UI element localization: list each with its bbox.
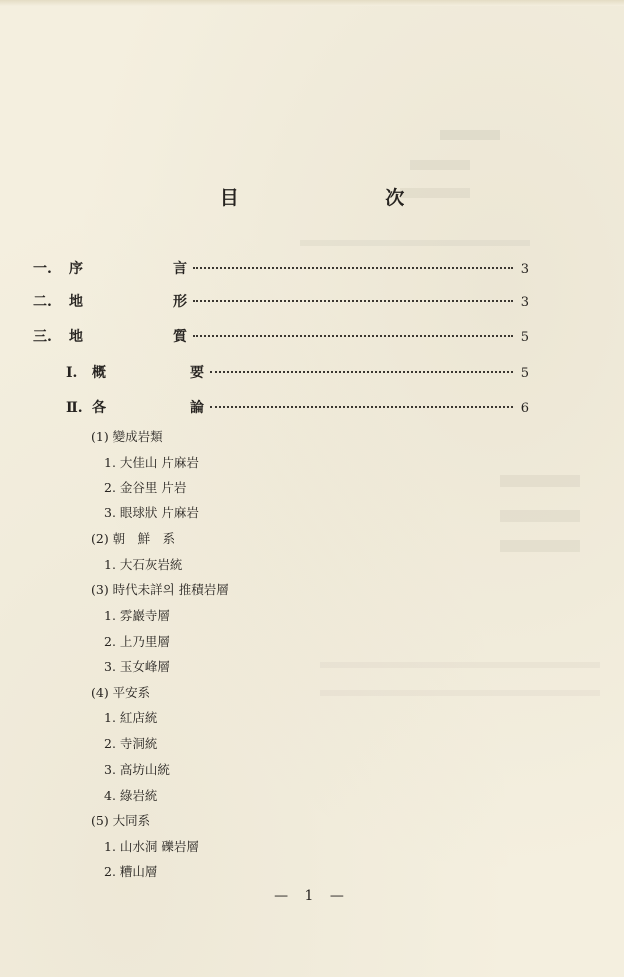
toc-page-number: 5 — [520, 366, 529, 381]
toc-subitem[interactable]: 2. 糟山層 — [104, 864, 158, 879]
toc-subitem[interactable]: 1. 紅店統 — [104, 710, 158, 725]
toc-label-part: 言 — [173, 261, 187, 277]
dot-leader — [210, 371, 513, 373]
dot-leader — [193, 267, 513, 269]
toc-page-number: 6 — [520, 401, 529, 416]
dot-leader — [210, 406, 513, 408]
page-number-footer: — 1 — — [274, 888, 350, 904]
toc-subitem[interactable]: 1. 山水洞 礫岩層 — [104, 839, 199, 854]
toc-entry-preface[interactable] — [33, 258, 529, 278]
toc-subitem[interactable]: 1. 大石灰岩統 — [104, 557, 183, 572]
page-title: 目 次 — [219, 187, 475, 209]
dot-leader — [193, 335, 513, 337]
toc-label-part: 地 — [69, 329, 83, 345]
toc-number: 二. — [33, 294, 52, 310]
toc-entry-topography[interactable] — [33, 291, 529, 311]
toc-page-number: 3 — [520, 295, 529, 310]
toc-page-number: 3 — [520, 262, 529, 277]
toc-subitem[interactable]: 4. 綠岩統 — [104, 788, 158, 803]
toc-page-number: 5 — [520, 330, 529, 345]
bleed-through — [500, 510, 580, 522]
toc-label-part: 論 — [190, 400, 204, 416]
toc-label-part: 要 — [190, 365, 204, 381]
toc-number: Ⅱ. — [66, 400, 83, 416]
toc-subsection[interactable]: (1) 變成岩類 — [91, 429, 163, 444]
toc-subitem[interactable]: 2. 上乃里層 — [104, 634, 170, 649]
bleed-through — [440, 130, 500, 140]
page-edge — [0, 0, 624, 6]
toc-label-part: 質 — [173, 329, 187, 345]
toc-entry-outline[interactable] — [66, 362, 529, 382]
toc-label-part: 概 — [92, 365, 106, 381]
toc-number: 三. — [33, 329, 52, 345]
toc-label-part: 序 — [69, 261, 83, 277]
bleed-through — [500, 540, 580, 552]
toc-number: Ⅰ. — [66, 365, 78, 381]
toc-subitem[interactable]: 3. 高坊山統 — [104, 762, 170, 777]
toc-subitem[interactable]: 1. 雰巖寺層 — [104, 608, 170, 623]
bleed-through — [320, 662, 600, 668]
bleed-through — [500, 475, 580, 487]
toc-subsection[interactable]: (3) 時代未詳의 推積岩層 — [91, 582, 229, 597]
toc-subsection[interactable]: (2) 朝 鮮 系 — [91, 531, 176, 546]
bleed-through — [300, 240, 530, 246]
toc-label-part: 地 — [69, 294, 83, 310]
toc-subsection[interactable]: (5) 大同系 — [91, 813, 151, 828]
toc-entry-geology[interactable] — [33, 326, 529, 346]
toc-label-part: 形 — [173, 294, 187, 310]
toc-number: 一. — [33, 261, 52, 277]
bleed-through — [410, 160, 470, 170]
toc-label-part: 各 — [92, 400, 106, 416]
toc-subitem[interactable]: 2. 金谷里 片岩 — [104, 480, 187, 495]
toc-subsection[interactable]: (4) 平安系 — [91, 685, 151, 700]
toc-subitem[interactable]: 3. 玉女峰層 — [104, 659, 170, 674]
toc-entry-details[interactable] — [66, 397, 529, 417]
toc-subitem[interactable]: 3. 眼球狀 片麻岩 — [104, 505, 199, 520]
toc-subitem[interactable]: 2. 寺洞統 — [104, 736, 158, 751]
bleed-through — [320, 690, 600, 696]
toc-subitem[interactable]: 1. 大佳山 片麻岩 — [104, 455, 199, 470]
dot-leader — [193, 300, 513, 302]
